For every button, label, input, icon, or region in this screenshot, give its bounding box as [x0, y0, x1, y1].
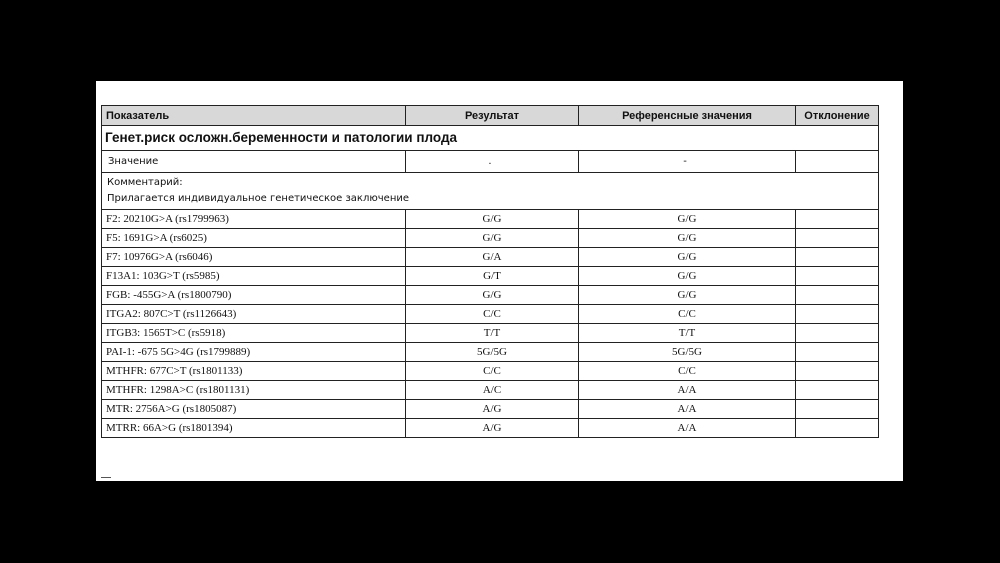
reference-cell: C/C	[579, 362, 796, 381]
table-row	[102, 248, 879, 267]
value-row	[102, 151, 879, 173]
deviation-cell	[796, 210, 879, 229]
table-row	[102, 305, 879, 324]
deviation-cell	[796, 400, 879, 419]
value-label: Значение	[102, 151, 406, 173]
table-row	[102, 381, 879, 400]
comment-cell	[102, 173, 879, 210]
table-row	[102, 419, 879, 438]
result-cell: T/T	[406, 324, 579, 343]
document-page	[96, 81, 903, 481]
reference-cell: A/A	[579, 419, 796, 438]
value-reference: -	[579, 151, 796, 173]
result-cell: G/G	[406, 229, 579, 248]
deviation-cell	[796, 343, 879, 362]
table-row	[102, 324, 879, 343]
table-row	[102, 229, 879, 248]
result-cell: 5G/5G	[406, 343, 579, 362]
reference-cell: G/G	[579, 210, 796, 229]
deviation-cell	[796, 324, 879, 343]
table-row	[102, 286, 879, 305]
gene-name-cell: FGB: -455G>A (rs1800790)	[102, 286, 406, 305]
deviation-cell	[796, 362, 879, 381]
table-row	[102, 400, 879, 419]
table-header-row	[102, 106, 879, 126]
header-result: Результат	[406, 106, 579, 126]
table-row	[102, 210, 879, 229]
result-cell: G/T	[406, 267, 579, 286]
deviation-cell	[796, 419, 879, 438]
deviation-cell	[796, 229, 879, 248]
value-result: .	[406, 151, 579, 173]
page-mark	[101, 477, 111, 481]
gene-name-cell: F5: 1691G>A (rs6025)	[102, 229, 406, 248]
reference-cell: A/A	[579, 381, 796, 400]
reference-cell: A/A	[579, 400, 796, 419]
deviation-cell	[796, 248, 879, 267]
reference-cell: C/C	[579, 305, 796, 324]
gene-name-cell: PAI-1: -675 5G>4G (rs1799889)	[102, 343, 406, 362]
table-row	[102, 267, 879, 286]
deviation-cell	[796, 381, 879, 400]
header-indicator: Показатель	[102, 106, 406, 126]
deviation-cell	[796, 305, 879, 324]
result-cell: A/G	[406, 419, 579, 438]
genetic-results-table	[101, 105, 879, 438]
header-reference: Референсные значения	[579, 106, 796, 126]
section-title: Генет.риск осложн.беременности и патологии плода	[102, 126, 879, 151]
reference-cell: T/T	[579, 324, 796, 343]
reference-cell: G/G	[579, 229, 796, 248]
value-deviation	[796, 151, 879, 173]
deviation-cell	[796, 286, 879, 305]
gene-name-cell: MTR: 2756A>G (rs1805087)	[102, 400, 406, 419]
gene-name-cell: ITGB3: 1565T>C (rs5918)	[102, 324, 406, 343]
result-cell: C/C	[406, 305, 579, 324]
comment-row	[102, 173, 879, 210]
gene-name-cell: F2: 20210G>A (rs1799963)	[102, 210, 406, 229]
gene-name-cell: ITGA2: 807C>T (rs1126643)	[102, 305, 406, 324]
result-cell: C/C	[406, 362, 579, 381]
table-row	[102, 343, 879, 362]
comment-label: Комментарий:	[107, 177, 183, 188]
result-cell: A/C	[406, 381, 579, 400]
deviation-cell	[796, 267, 879, 286]
gene-name-cell: MTRR: 66A>G (rs1801394)	[102, 419, 406, 438]
reference-cell: 5G/5G	[579, 343, 796, 362]
reference-cell: G/G	[579, 248, 796, 267]
reference-cell: G/G	[579, 267, 796, 286]
gene-name-cell: F7: 10976G>A (rs6046)	[102, 248, 406, 267]
result-cell: G/G	[406, 210, 579, 229]
result-cell: G/G	[406, 286, 579, 305]
result-cell: A/G	[406, 400, 579, 419]
reference-cell: G/G	[579, 286, 796, 305]
comment-text: Прилагается индивидуальное генетическое заключение	[107, 193, 410, 204]
gene-name-cell: F13A1: 103G>T (rs5985)	[102, 267, 406, 286]
gene-name-cell: MTHFR: 677C>T (rs1801133)	[102, 362, 406, 381]
header-deviation: Отклонение	[796, 106, 879, 126]
table-row	[102, 362, 879, 381]
section-title-row	[102, 126, 879, 151]
gene-name-cell: MTHFR: 1298A>C (rs1801131)	[102, 381, 406, 400]
gene-rows	[102, 210, 879, 438]
result-cell: G/A	[406, 248, 579, 267]
